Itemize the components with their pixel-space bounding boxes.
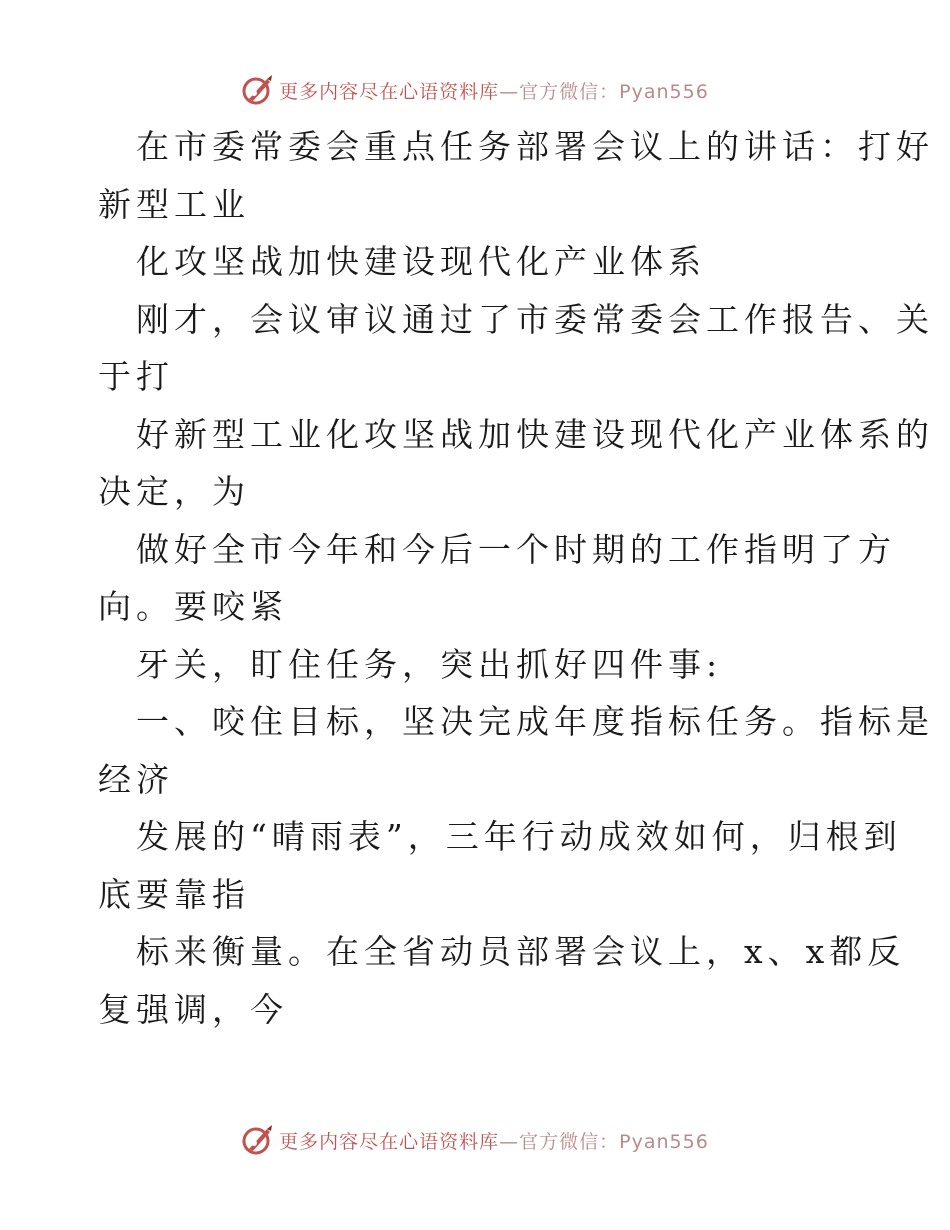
text-line: 化攻坚战加快建设现代化产业体系: [136, 242, 706, 281]
header-watermark: [0, 70, 950, 110]
text-line: 在市委常委会重点任务部署会议上的讲话：打好: [136, 127, 934, 166]
document-body: [98, 118, 934, 1038]
text-line: 刚才，会议审议通过了市委常委会工作报告、关: [136, 299, 934, 339]
quill-pen-logo-icon: [241, 1123, 275, 1157]
watermark-text: 更多内容尽在心语资料库—官方微信：Pyan556: [279, 80, 709, 103]
text-line: 底要靠指: [98, 874, 250, 914]
text-line: 做好全市今年和今后一个时期的工作指明了方: [136, 529, 896, 569]
text-line: 向。要咬紧: [98, 587, 288, 626]
text-line: 一、咬住目标，坚决完成年度指标任务。指标是: [136, 702, 934, 741]
watermark-text: 更多内容尽在心语资料库—官方微信：Pyan556: [279, 1130, 709, 1153]
quill-pen-logo-icon: [241, 73, 275, 107]
text-line: 牙关，盯住任务，突出抓好四件事:: [136, 644, 723, 684]
text-line: 于打: [98, 357, 174, 396]
text-line: 复强调，今: [98, 989, 288, 1029]
text-line: 好新型工业化攻坚战加快建设现代化产业体系的: [136, 414, 934, 454]
footer-watermark: [0, 1120, 950, 1160]
text-line: 新型工业: [98, 184, 250, 224]
text-line: 决定，为: [98, 472, 250, 511]
text-line: 经济: [98, 759, 174, 799]
text-line: 标来衡量。在全省动员部署会议上，x、x都反: [136, 932, 906, 971]
text-line: 发展的“晴雨表”，三年行动成效如何，归根到: [136, 817, 902, 856]
